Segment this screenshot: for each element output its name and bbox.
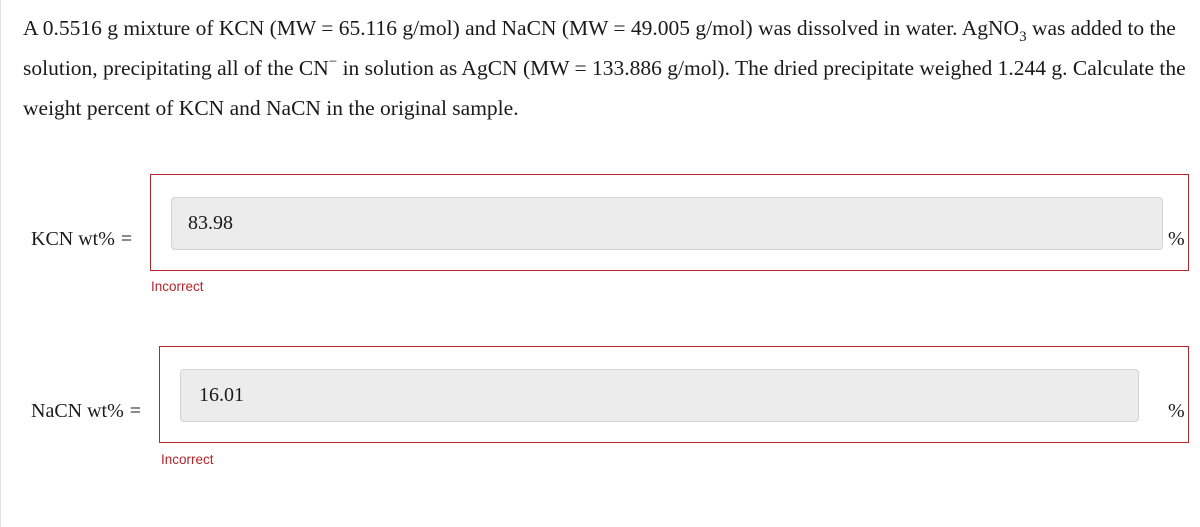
nacn-wt-input[interactable] xyxy=(180,369,1139,422)
question-text xyxy=(23,10,1188,127)
nacn-label xyxy=(31,400,141,423)
nacn-feedback: Incorrect xyxy=(161,452,214,467)
kcn-unit: % xyxy=(1168,228,1185,250)
kcn-wt-value: 83.98 xyxy=(188,212,233,234)
nacn-answer-box xyxy=(159,346,1189,443)
question-text-part3: in solution as AgCN (MW = 133.886 g/mol). The dried precipitate weighed 1.244 g. Calculate the weight percent of KCN and NaCN in the original sample. xyxy=(23,56,1186,120)
kcn-feedback: Incorrect xyxy=(151,279,204,294)
question-text-part1: A 0.5516 g mixture of KCN (MW = 65.116 g/mol) and NaCN (MW = 49.005 g/mol) was dissolved in water. AgNO xyxy=(23,16,1020,40)
kcn-label xyxy=(31,228,132,251)
nacn-unit: % xyxy=(1168,400,1185,422)
nacn-equals: = xyxy=(129,400,142,422)
question-superscript: − xyxy=(328,54,338,70)
question-text-part2: was added to the solution, precipitating all of the CN xyxy=(23,16,1176,80)
nacn-wt-value: 16.01 xyxy=(199,384,244,406)
nacn-label-text: NaCN wt% xyxy=(31,400,124,422)
kcn-answer-box xyxy=(150,174,1189,271)
kcn-label-text: KCN wt% xyxy=(31,228,115,250)
kcn-equals: = xyxy=(120,228,133,250)
question-subscript: 3 xyxy=(1019,29,1027,45)
kcn-wt-input[interactable] xyxy=(171,197,1163,250)
